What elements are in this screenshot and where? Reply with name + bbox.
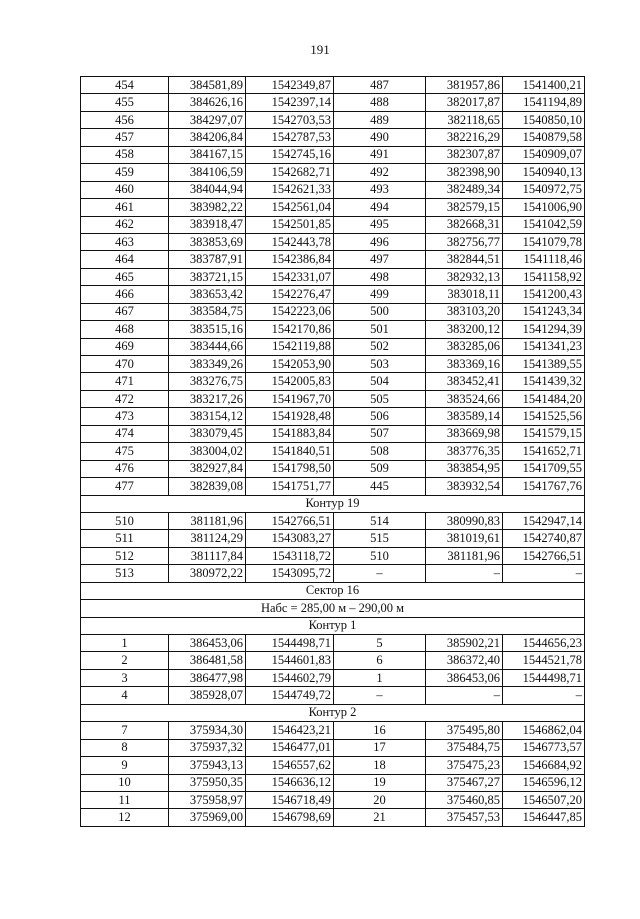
table-row: [81, 774, 585, 791]
y-coordinate: 1544498,71: [503, 669, 585, 686]
x-coordinate: 383515,16: [169, 321, 246, 338]
table-row: [81, 652, 585, 669]
point-number: 506: [334, 408, 426, 425]
x-coordinate: 382118,65: [426, 111, 503, 128]
y-coordinate: –: [503, 687, 585, 704]
point-number: 10: [81, 774, 169, 791]
y-coordinate: 1540879,58: [503, 129, 585, 146]
y-coordinate: 1542745,16: [246, 146, 334, 163]
table-row: [81, 251, 585, 268]
point-number: –: [334, 687, 426, 704]
x-coordinate: 381117,84: [169, 547, 246, 564]
point-number: 497: [334, 251, 426, 268]
y-coordinate: 1546423,21: [246, 722, 334, 739]
table-row: [81, 478, 585, 495]
point-number: 501: [334, 321, 426, 338]
table-row: [81, 111, 585, 128]
x-coordinate: 375937,32: [169, 739, 246, 756]
x-coordinate: 383787,91: [169, 251, 246, 268]
x-coordinate: 380990,83: [426, 512, 503, 529]
x-coordinate: 383079,45: [169, 425, 246, 442]
y-coordinate: 1541840,51: [246, 443, 334, 460]
point-number: 476: [81, 460, 169, 477]
y-coordinate: 1540909,07: [503, 146, 585, 163]
section-header: Набс = 285,00 м – 290,00 м: [81, 600, 585, 617]
table-row: [81, 233, 585, 250]
x-coordinate: 383932,54: [426, 478, 503, 495]
x-coordinate: 383524,66: [426, 390, 503, 407]
x-coordinate: 383369,16: [426, 356, 503, 373]
y-coordinate: 1546477,01: [246, 739, 334, 756]
y-coordinate: 1541767,76: [503, 478, 585, 495]
point-number: 498: [334, 268, 426, 285]
x-coordinate: 382579,15: [426, 199, 503, 216]
section-header: Сектор 16: [81, 582, 585, 599]
x-coordinate: 381181,96: [426, 547, 503, 564]
point-number: 467: [81, 303, 169, 320]
x-coordinate: 383004,02: [169, 443, 246, 460]
point-number: 445: [334, 478, 426, 495]
point-number: 500: [334, 303, 426, 320]
x-coordinate: 384581,89: [169, 77, 246, 94]
coordinates-table: [80, 76, 585, 827]
x-coordinate: 383853,69: [169, 233, 246, 250]
point-number: 507: [334, 425, 426, 442]
table-row: [81, 356, 585, 373]
y-coordinate: 1546773,57: [503, 739, 585, 756]
point-number: 510: [334, 547, 426, 564]
x-coordinate: 375475,23: [426, 757, 503, 774]
x-coordinate: 384167,15: [169, 146, 246, 163]
x-coordinate: 382927,84: [169, 460, 246, 477]
x-coordinate: 375958,97: [169, 791, 246, 808]
y-coordinate: 1542053,90: [246, 356, 334, 373]
x-coordinate: 375943,13: [169, 757, 246, 774]
x-coordinate: 386453,06: [426, 669, 503, 686]
point-number: 460: [81, 181, 169, 198]
x-coordinate: 382216,29: [426, 129, 503, 146]
y-coordinate: 1544601,83: [246, 652, 334, 669]
point-number: 1: [81, 635, 169, 652]
x-coordinate: 383285,06: [426, 338, 503, 355]
y-coordinate: 1544602,79: [246, 669, 334, 686]
y-coordinate: 1542740,87: [503, 530, 585, 547]
y-coordinate: 1541294,39: [503, 321, 585, 338]
x-coordinate: 381019,61: [426, 530, 503, 547]
coordinates-table-body: [81, 77, 585, 827]
x-coordinate: 383452,41: [426, 373, 503, 390]
point-number: 488: [334, 94, 426, 111]
x-coordinate: 383349,26: [169, 356, 246, 373]
y-coordinate: 1540940,13: [503, 164, 585, 181]
table-row: [81, 373, 585, 390]
point-number: 464: [81, 251, 169, 268]
y-coordinate: 1542947,14: [503, 512, 585, 529]
x-coordinate: 383721,15: [169, 268, 246, 285]
table-row: [81, 268, 585, 285]
point-number: 457: [81, 129, 169, 146]
y-coordinate: 1542349,87: [246, 77, 334, 94]
point-number: 11: [81, 791, 169, 808]
section-header-row: [81, 495, 585, 512]
x-coordinate: 383154,12: [169, 408, 246, 425]
x-coordinate: 381124,29: [169, 530, 246, 547]
y-coordinate: 1542119,88: [246, 338, 334, 355]
point-number: 3: [81, 669, 169, 686]
point-number: 474: [81, 425, 169, 442]
x-coordinate: 383444,66: [169, 338, 246, 355]
table-row: [81, 390, 585, 407]
y-coordinate: 1542276,47: [246, 286, 334, 303]
table-row: [81, 77, 585, 94]
point-number: 477: [81, 478, 169, 495]
y-coordinate: 1542621,33: [246, 181, 334, 198]
table-row: [81, 321, 585, 338]
y-coordinate: 1541439,32: [503, 373, 585, 390]
point-number: 21: [334, 809, 426, 826]
point-number: 514: [334, 512, 426, 529]
point-number: 12: [81, 809, 169, 826]
y-coordinate: 1541389,55: [503, 356, 585, 373]
y-coordinate: 1544498,71: [246, 635, 334, 652]
point-number: 20: [334, 791, 426, 808]
y-coordinate: 1542766,51: [503, 547, 585, 564]
y-coordinate: 1542501,85: [246, 216, 334, 233]
y-coordinate: 1540972,75: [503, 181, 585, 198]
y-coordinate: 1541928,48: [246, 408, 334, 425]
point-number: 508: [334, 443, 426, 460]
x-coordinate: 383653,42: [169, 286, 246, 303]
y-coordinate: 1542223,06: [246, 303, 334, 320]
point-number: 8: [81, 739, 169, 756]
x-coordinate: 383776,35: [426, 443, 503, 460]
point-number: 466: [81, 286, 169, 303]
point-number: 16: [334, 722, 426, 739]
point-number: 515: [334, 530, 426, 547]
y-coordinate: 1541243,34: [503, 303, 585, 320]
x-coordinate: 383103,20: [426, 303, 503, 320]
x-coordinate: 386453,06: [169, 635, 246, 652]
table-row: [81, 146, 585, 163]
point-number: 491: [334, 146, 426, 163]
x-coordinate: 382668,31: [426, 216, 503, 233]
table-row: [81, 791, 585, 808]
y-coordinate: 1541006,90: [503, 199, 585, 216]
x-coordinate: 384106,59: [169, 164, 246, 181]
point-number: 493: [334, 181, 426, 198]
table-row: [81, 94, 585, 111]
y-coordinate: 1542005,83: [246, 373, 334, 390]
y-coordinate: 1542682,71: [246, 164, 334, 181]
point-number: 489: [334, 111, 426, 128]
y-coordinate: 1541798,50: [246, 460, 334, 477]
section-header: Контур 1: [81, 617, 585, 634]
point-number: 496: [334, 233, 426, 250]
x-coordinate: 385928,07: [169, 687, 246, 704]
point-number: 494: [334, 199, 426, 216]
section-header-row: [81, 600, 585, 617]
y-coordinate: 1546718,49: [246, 791, 334, 808]
y-coordinate: 1542561,04: [246, 199, 334, 216]
y-coordinate: 1541341,23: [503, 338, 585, 355]
point-number: 511: [81, 530, 169, 547]
x-coordinate: 380972,22: [169, 565, 246, 582]
table-row: [81, 303, 585, 320]
x-coordinate: 384206,84: [169, 129, 246, 146]
point-number: 495: [334, 216, 426, 233]
y-coordinate: 1541158,92: [503, 268, 585, 285]
point-number: 490: [334, 129, 426, 146]
x-coordinate: 383584,75: [169, 303, 246, 320]
point-number: 455: [81, 94, 169, 111]
x-coordinate: 382844,51: [426, 251, 503, 268]
x-coordinate: 383854,95: [426, 460, 503, 477]
y-coordinate: 1546596,12: [503, 774, 585, 791]
table-row: [81, 739, 585, 756]
table-row: [81, 512, 585, 529]
table-row: [81, 216, 585, 233]
y-coordinate: 1546862,04: [503, 722, 585, 739]
table-row: [81, 164, 585, 181]
point-number: 7: [81, 722, 169, 739]
table-row: [81, 757, 585, 774]
y-coordinate: 1546507,20: [503, 791, 585, 808]
y-coordinate: 1541200,43: [503, 286, 585, 303]
y-coordinate: 1543095,72: [246, 565, 334, 582]
section-header: Контур 19: [81, 495, 585, 512]
y-coordinate: 1542703,53: [246, 111, 334, 128]
y-coordinate: 1541652,71: [503, 443, 585, 460]
point-number: 470: [81, 356, 169, 373]
point-number: 6: [334, 652, 426, 669]
point-number: 18: [334, 757, 426, 774]
x-coordinate: 375467,27: [426, 774, 503, 791]
y-coordinate: 1543083,27: [246, 530, 334, 547]
y-coordinate: 1541579,15: [503, 425, 585, 442]
x-coordinate: –: [426, 687, 503, 704]
x-coordinate: 382017,87: [426, 94, 503, 111]
point-number: 456: [81, 111, 169, 128]
y-coordinate: 1542397,14: [246, 94, 334, 111]
point-number: 468: [81, 321, 169, 338]
x-coordinate: 375934,30: [169, 722, 246, 739]
y-coordinate: 1541400,21: [503, 77, 585, 94]
point-number: 509: [334, 460, 426, 477]
y-coordinate: 1541079,78: [503, 233, 585, 250]
x-coordinate: 381181,96: [169, 512, 246, 529]
point-number: 502: [334, 338, 426, 355]
table-row: [81, 635, 585, 652]
x-coordinate: 383918,47: [169, 216, 246, 233]
point-number: 487: [334, 77, 426, 94]
y-coordinate: 1544656,23: [503, 635, 585, 652]
y-coordinate: 1543118,72: [246, 547, 334, 564]
point-number: 499: [334, 286, 426, 303]
section-header-row: [81, 704, 585, 721]
table-row: [81, 530, 585, 547]
point-number: 473: [81, 408, 169, 425]
y-coordinate: 1541525,56: [503, 408, 585, 425]
point-number: 5: [334, 635, 426, 652]
x-coordinate: 386481,58: [169, 652, 246, 669]
x-coordinate: 383018,11: [426, 286, 503, 303]
table-row: [81, 547, 585, 564]
table-row: [81, 460, 585, 477]
x-coordinate: 386477,98: [169, 669, 246, 686]
x-coordinate: 384297,07: [169, 111, 246, 128]
y-coordinate: 1541709,55: [503, 460, 585, 477]
y-coordinate: 1546798,69: [246, 809, 334, 826]
table-row: [81, 425, 585, 442]
table-row: [81, 129, 585, 146]
x-coordinate: 375460,85: [426, 791, 503, 808]
x-coordinate: 383200,12: [426, 321, 503, 338]
point-number: –: [334, 565, 426, 582]
point-number: 504: [334, 373, 426, 390]
x-coordinate: 381957,86: [426, 77, 503, 94]
point-number: 510: [81, 512, 169, 529]
x-coordinate: –: [426, 565, 503, 582]
y-coordinate: 1544521,78: [503, 652, 585, 669]
y-coordinate: –: [503, 565, 585, 582]
point-number: 505: [334, 390, 426, 407]
y-coordinate: 1546447,85: [503, 809, 585, 826]
x-coordinate: 383982,22: [169, 199, 246, 216]
table-row: [81, 809, 585, 826]
section-header: Контур 2: [81, 704, 585, 721]
table-row: [81, 408, 585, 425]
y-coordinate: 1542386,84: [246, 251, 334, 268]
point-number: 471: [81, 373, 169, 390]
table-row: [81, 181, 585, 198]
x-coordinate: 375950,35: [169, 774, 246, 791]
y-coordinate: 1546557,62: [246, 757, 334, 774]
point-number: 492: [334, 164, 426, 181]
point-number: 2: [81, 652, 169, 669]
point-number: 463: [81, 233, 169, 250]
table-row: [81, 669, 585, 686]
y-coordinate: 1540850,10: [503, 111, 585, 128]
point-number: 503: [334, 356, 426, 373]
x-coordinate: 382756,77: [426, 233, 503, 250]
x-coordinate: 385902,21: [426, 635, 503, 652]
y-coordinate: 1546684,92: [503, 757, 585, 774]
y-coordinate: 1542787,53: [246, 129, 334, 146]
point-number: 465: [81, 268, 169, 285]
x-coordinate: 375969,00: [169, 809, 246, 826]
point-number: 1: [334, 669, 426, 686]
x-coordinate: 382839,08: [169, 478, 246, 495]
x-coordinate: 384626,16: [169, 94, 246, 111]
x-coordinate: 383217,26: [169, 390, 246, 407]
y-coordinate: 1541484,20: [503, 390, 585, 407]
point-number: 512: [81, 547, 169, 564]
point-number: 4: [81, 687, 169, 704]
table-row: [81, 722, 585, 739]
point-number: 475: [81, 443, 169, 460]
point-number: 458: [81, 146, 169, 163]
x-coordinate: 375484,75: [426, 739, 503, 756]
y-coordinate: 1541194,89: [503, 94, 585, 111]
point-number: 459: [81, 164, 169, 181]
point-number: 19: [334, 774, 426, 791]
y-coordinate: 1542170,86: [246, 321, 334, 338]
x-coordinate: 382932,13: [426, 268, 503, 285]
x-coordinate: 386372,40: [426, 652, 503, 669]
y-coordinate: 1541118,46: [503, 251, 585, 268]
y-coordinate: 1541751,77: [246, 478, 334, 495]
x-coordinate: 383589,14: [426, 408, 503, 425]
point-number: 513: [81, 565, 169, 582]
x-coordinate: 383276,75: [169, 373, 246, 390]
page-number: 191: [310, 42, 330, 57]
table-row: [81, 565, 585, 582]
y-coordinate: 1542331,07: [246, 268, 334, 285]
table-row: [81, 443, 585, 460]
point-number: 462: [81, 216, 169, 233]
point-number: 17: [334, 739, 426, 756]
x-coordinate: 382398,90: [426, 164, 503, 181]
x-coordinate: 383669,98: [426, 425, 503, 442]
y-coordinate: 1541042,59: [503, 216, 585, 233]
point-number: 461: [81, 199, 169, 216]
point-number: 469: [81, 338, 169, 355]
x-coordinate: 375495,80: [426, 722, 503, 739]
table-row: [81, 286, 585, 303]
x-coordinate: 382307,87: [426, 146, 503, 163]
y-coordinate: 1541883,84: [246, 425, 334, 442]
point-number: 454: [81, 77, 169, 94]
y-coordinate: 1542443,78: [246, 233, 334, 250]
x-coordinate: 384044,94: [169, 181, 246, 198]
table-row: [81, 199, 585, 216]
point-number: 472: [81, 390, 169, 407]
y-coordinate: 1544749,72: [246, 687, 334, 704]
y-coordinate: 1546636,12: [246, 774, 334, 791]
x-coordinate: 375457,53: [426, 809, 503, 826]
y-coordinate: 1542766,51: [246, 512, 334, 529]
section-header-row: [81, 582, 585, 599]
table-row: [81, 338, 585, 355]
point-number: 9: [81, 757, 169, 774]
table-row: [81, 687, 585, 704]
section-header-row: [81, 617, 585, 634]
x-coordinate: 382489,34: [426, 181, 503, 198]
y-coordinate: 1541967,70: [246, 390, 334, 407]
